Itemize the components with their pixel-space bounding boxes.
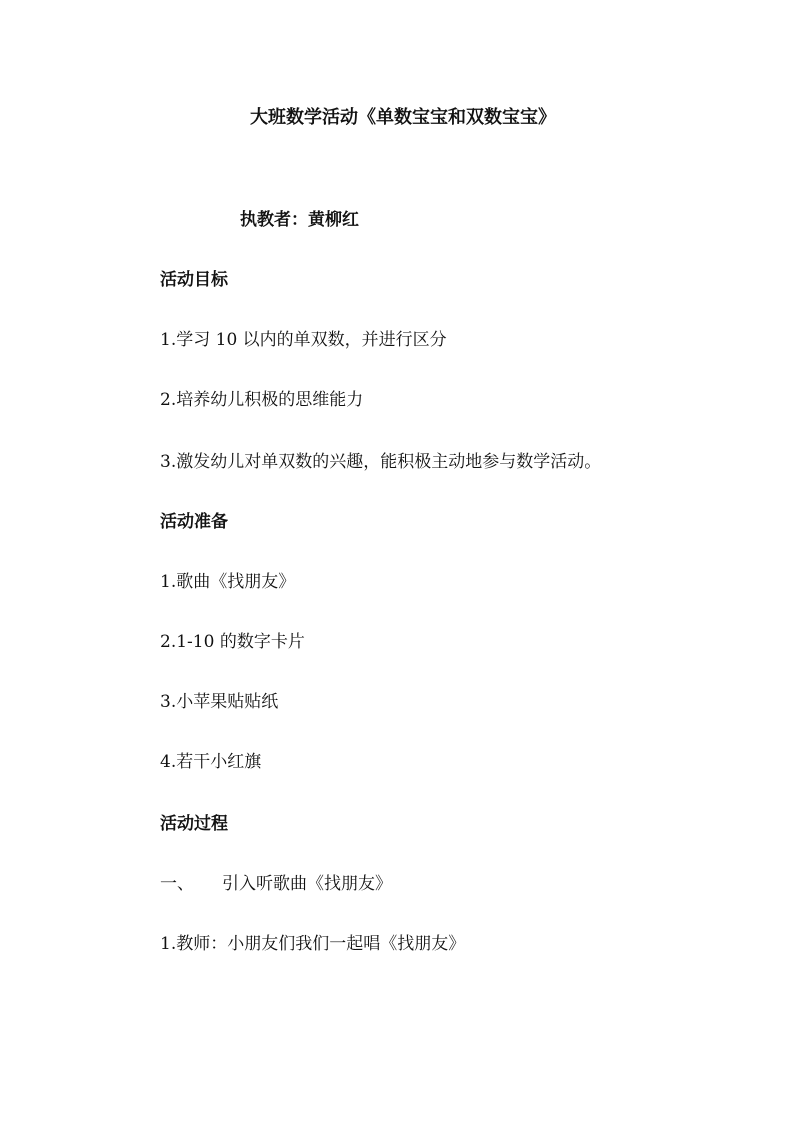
- goal-item: 2.培养幼儿积极的思维能力: [160, 390, 364, 410]
- process-item: 1.教师：小朋友们我们一起唱《找朋友》: [160, 934, 466, 954]
- process-heading: 活动过程: [160, 814, 228, 834]
- process-section-title: 引入听歌曲《找朋友》: [222, 874, 392, 894]
- preparation-item: 3.小苹果贴贴纸: [160, 692, 279, 712]
- preparation-heading: 活动准备: [160, 512, 228, 532]
- author-line: 执教者：黄柳红: [240, 210, 359, 230]
- goals-heading: 活动目标: [160, 270, 228, 290]
- page-title: 大班数学活动《单数宝宝和双数宝宝》: [250, 107, 556, 128]
- process-section-heading: [160, 872, 392, 896]
- preparation-item: 2.1-10 的数字卡片: [160, 632, 305, 652]
- process-section-number: 一、: [160, 874, 194, 894]
- preparation-item: 1.歌曲《找朋友》: [160, 572, 296, 592]
- goal-item: 1.学习 10 以内的单双数，并进行区分: [160, 330, 447, 350]
- preparation-item: 4.若干小红旗: [160, 752, 262, 772]
- goal-item: 3.激发幼儿对单双数的兴趣，能积极主动地参与数学活动。: [160, 452, 602, 472]
